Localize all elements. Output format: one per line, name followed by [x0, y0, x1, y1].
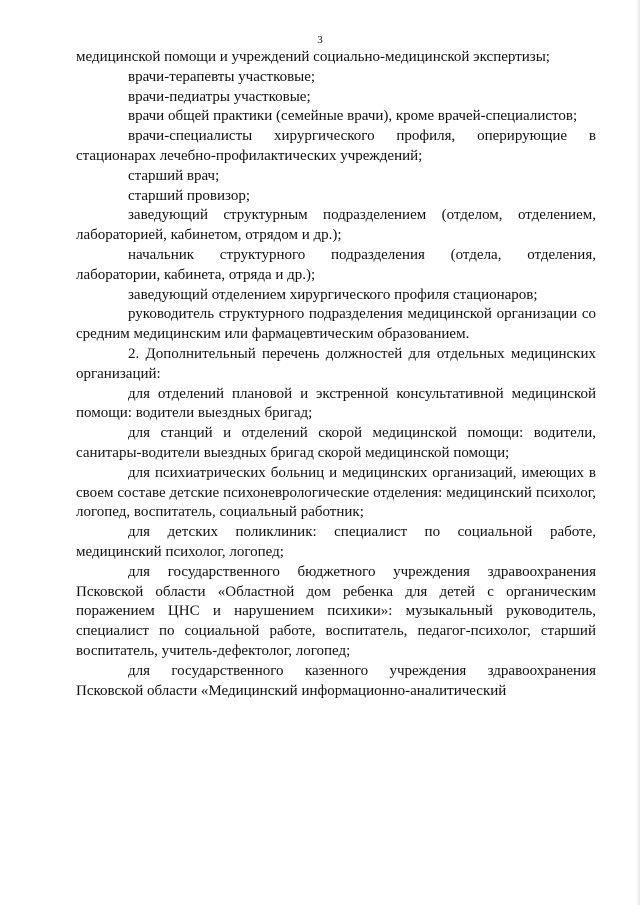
list-item-unit-leader-secondary-education: руководитель структурного подразделения медицинской организации со средним медицинским или фармацевтическим образованием. [76, 306, 596, 343]
page-number: 3 [317, 34, 323, 46]
list-item-pediatricians: врачи-педиатры участковые; [128, 88, 311, 105]
list-item-head-of-unit: заведующий структурным подразделением (отделом, отделением, лабораторией, кабинетом, отрядом и др.); [76, 207, 596, 244]
list-item-surgeons: врачи-специалисты хирургического профиля, оперирующие в стационарах лечебно-профилактических учреждений; [76, 128, 596, 164]
scan-edge-shadow [636, 0, 640, 905]
list-item-senior-doctor: старший врач; [128, 167, 220, 184]
section-heading-additional-list: 2. Дополнительный перечень должностей для отдельных медицинских организаций: [76, 345, 596, 382]
list-item-chief-of-unit: начальник структурного подразделения (отдела, отделения, лаборатории, кабинета, отряда и др.); [76, 246, 596, 283]
paragraph-continuation: медицинской помощи и учреждений социально-медицинской экспертизы; [76, 49, 550, 65]
list-item-childrens-polyclinics: для детских поликлиник: специалист по социальной работе, медицинский психолог, логопед; [76, 524, 596, 560]
list-item-consultative-care-drivers: для отделений плановой и экстренной консультативной медицинской помощи: водители выездных бригад; [76, 385, 596, 422]
list-item-general-practitioners: врачи общей практики (семейные врачи), кроме врачей-специалистов; [128, 108, 578, 125]
list-item-psychiatric-hospitals: для психиатрических больниц и медицинских организаций, имеющих в своем составе детские психоневрологические отделения: медицинский психолог, логопед, воспитатель, социальный работник; [76, 464, 596, 521]
list-item-head-of-surgical-department: заведующий отделением хирургического профиля стационаров; [128, 286, 538, 303]
list-item-childrens-home: для государственного бюджетного учреждения здравоохранения Псковской области «Областной дом ребенка для детей с органическим поражением ЦНС и нарушением психики»: музыкальный руководитель, специалист по социальной работе, воспитатель, педагог-психолог, старший воспитатель, учитель-дефектолог, логопед; [76, 563, 596, 659]
list-item-senior-pharmacist: старший провизор; [128, 187, 251, 204]
list-item-information-center: для государственного казенного учреждения здравоохранения Псковской области «Медицинский информационно-аналитический [76, 662, 596, 699]
list-item-ambulance-drivers: для станций и отделений скорой медицинской помощи: водители, санитары-водители выездных бригад скорой медицинской помощи; [76, 425, 596, 461]
document-body [76, 48, 596, 701]
list-item-therapists: врачи-терапевты участковые; [128, 68, 316, 85]
